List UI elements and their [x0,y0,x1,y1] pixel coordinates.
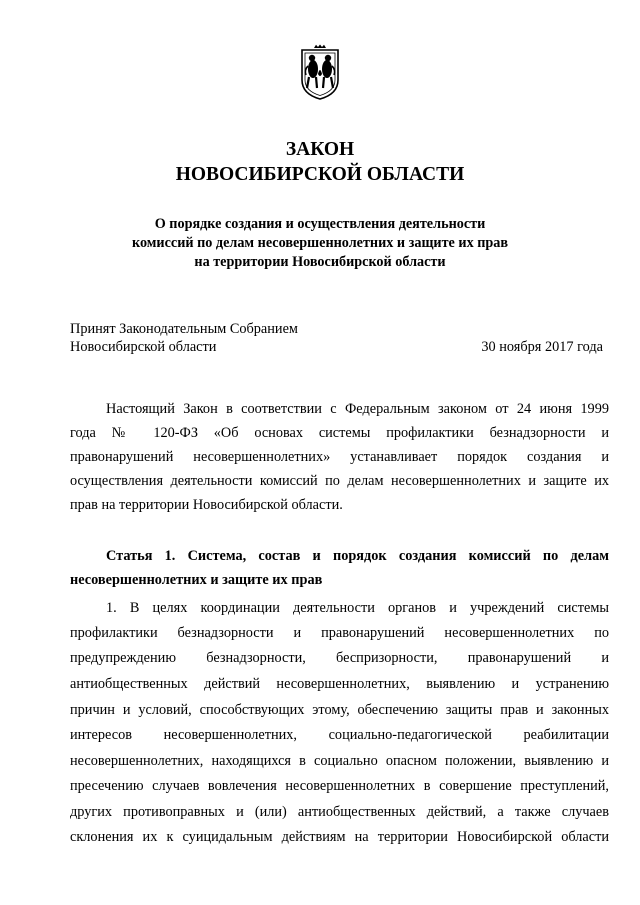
preamble-line: года № 120-ФЗ «Об основах системы профилактики безнадзорности и [70,425,609,441]
article-item-line: других противоправных и (или) антиобщественных действий, а также случаев [70,804,609,820]
article-item-line: пресечению случаев вовлечения несовершеннолетних в совершение преступлений, [70,778,609,794]
adopted-by-line: Новосибирской области [70,339,217,355]
law-subtitle-line: на территории Новосибирской области [194,254,446,270]
adopted-by-line: Принят Законодательным Собранием [70,321,298,337]
preamble-line: осуществления деятельности комиссий по делам несовершеннолетних и защите их [70,473,609,489]
coat-of-arms-icon [300,44,340,100]
article-item-line: предупреждению безнадзорности, беспризорности, правонарушений и [70,650,609,666]
article-item-line: склонения их к суицидальным действиям на территории Новосибирской области [70,829,609,845]
article-item-line: 1. В целях координации деятельности органов и учреждений системы [106,600,609,616]
law-subtitle-line: комиссий по делам несовершеннолетних и защите их прав [131,235,509,251]
article-heading-line: Статья 1. Система, состав и порядок создания комиссий по делам [106,548,609,564]
law-region-title: НОВОСИБИРСКОЙ ОБЛАСТИ [175,164,465,185]
adopted-date: 30 ноября 2017 года [481,339,603,355]
law-title: ЗАКОН [285,139,355,160]
article-item-line: интересов несовершеннолетних, социально-педагогической реабилитации [70,727,609,743]
law-subtitle-line: О порядке создания и осуществления деятельности [154,216,486,232]
article-heading-line: несовершеннолетних и защите их прав [70,572,323,588]
preamble-line: прав на территории Новосибирской области. [70,497,343,513]
preamble-line: правонарушений несовершеннолетних» устанавливает порядок создания и [70,449,609,465]
article-item-line: причин и условий, способствующих этому, обеспечению защиты прав и законных [70,702,609,718]
preamble-line: Настоящий Закон в соответствии с Федеральным законом от 24 июня 1999 [106,401,609,417]
article-item-line: профилактики безнадзорности и правонарушений несовершеннолетних по [70,625,609,641]
article-item-line: антиобщественных действий несовершеннолетних, выявлению и устранению [70,676,609,692]
article-item-line: несовершеннолетних, находящихся в социально опасном положении, выявлению и [70,753,609,769]
